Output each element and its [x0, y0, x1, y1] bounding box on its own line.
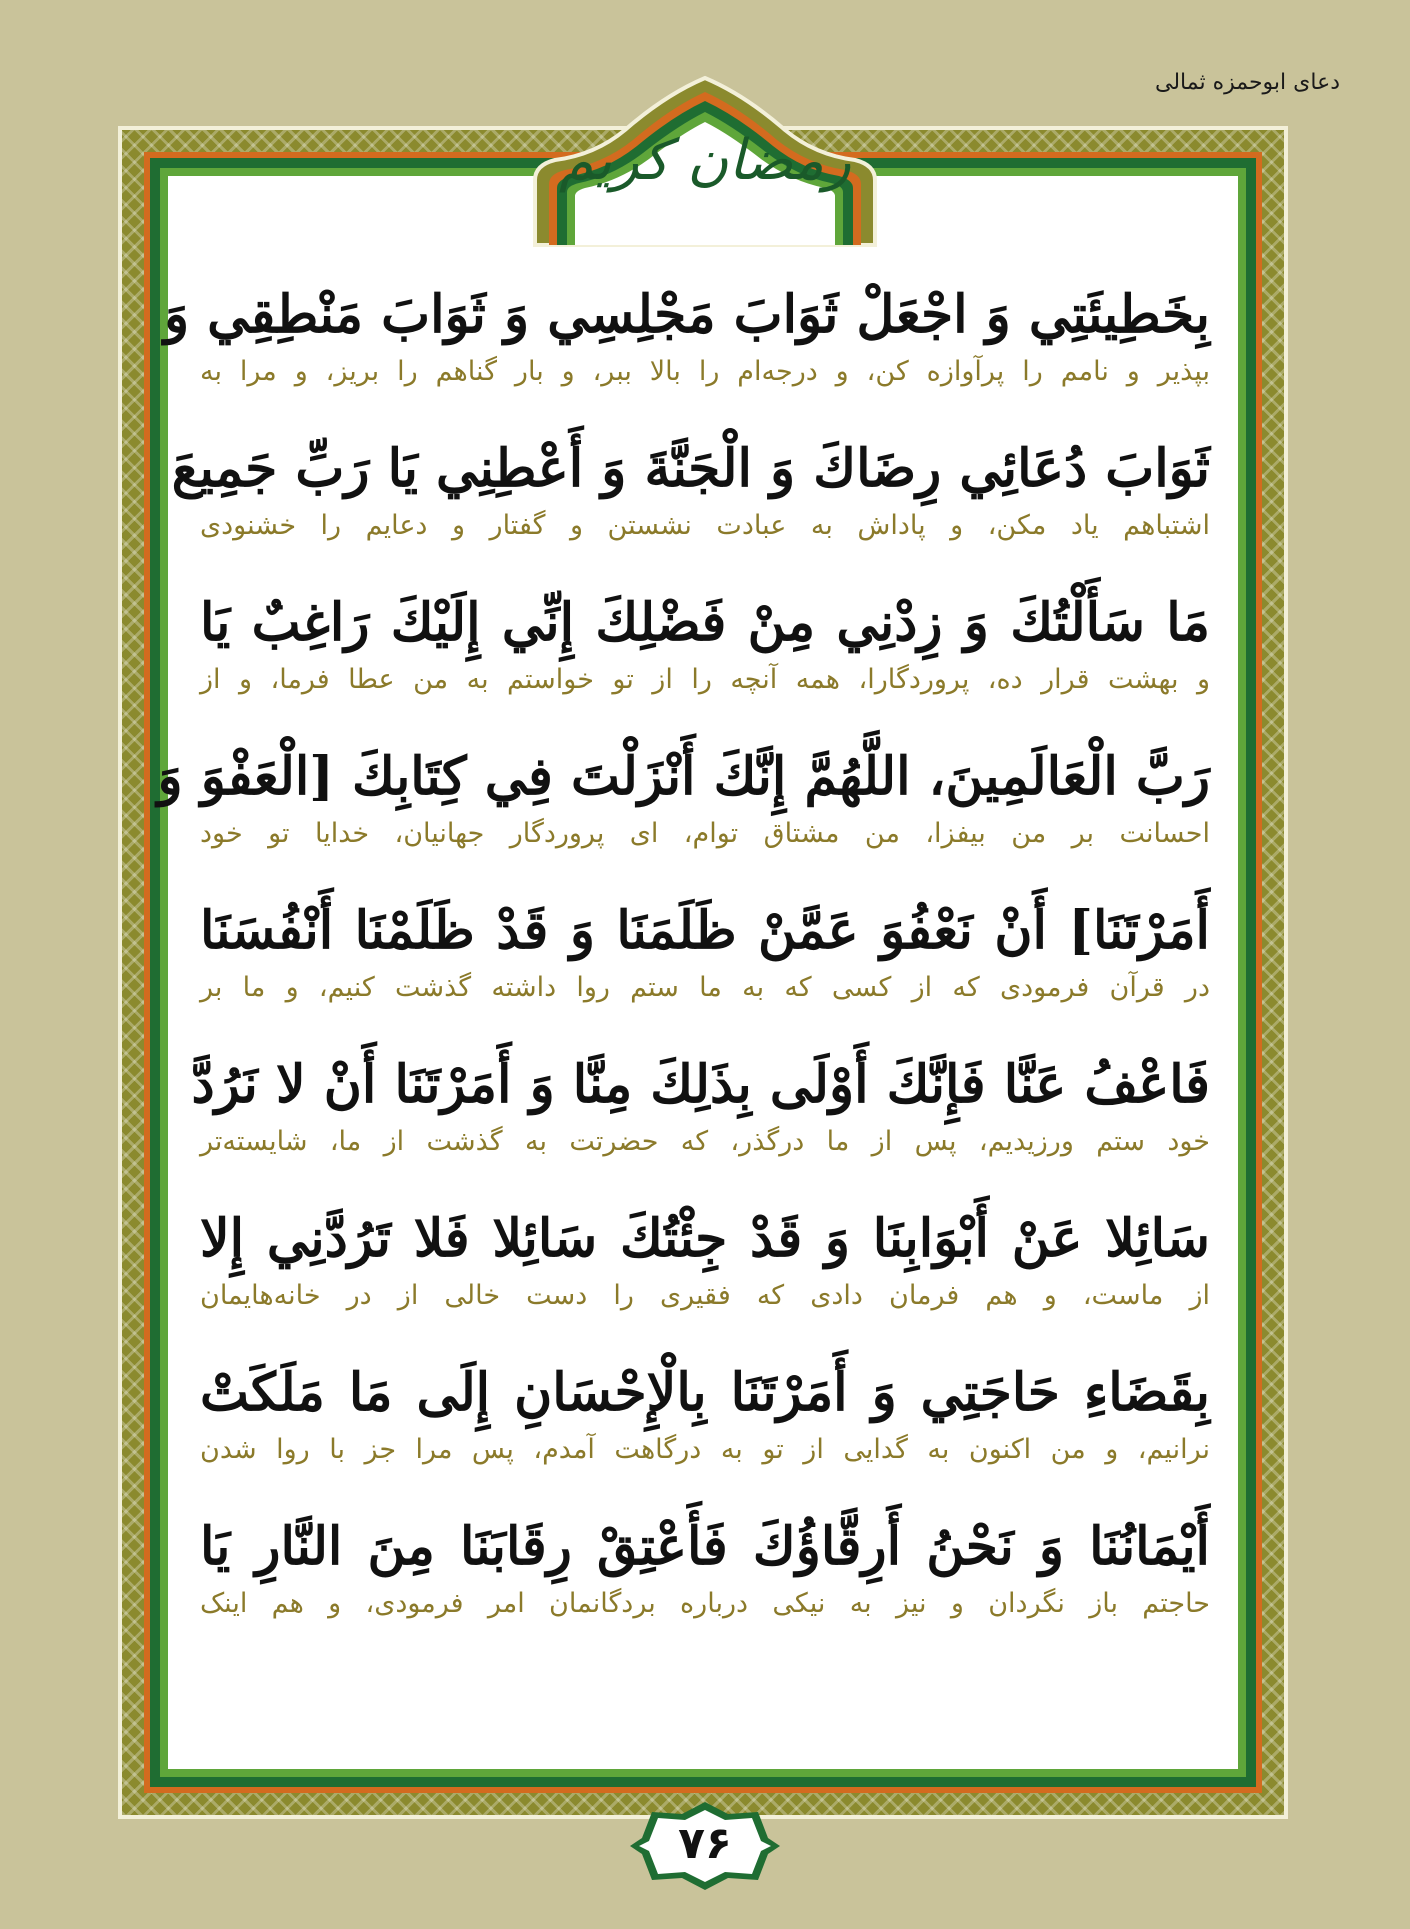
arabic-text: ثَوَابَ دُعَائِي رِضَاكَ وَ الْجَنَّةَ وَ أَعْطِنِي يَا رَبِّ جَمِيعَ [171, 438, 1210, 499]
verse-line-8 [200, 1358, 1210, 1470]
persian-translation: در قرآن فرمودی که از کسی که به ما ستم روا داشته گذشت کنیم، و ما بر [200, 972, 1210, 1003]
verse-line-3 [200, 588, 1210, 700]
persian-translation: حاجتم باز نگردان و نیز به نیکی درباره بردگانمان امر فرمودی، و هم اینک [200, 1588, 1210, 1619]
arabic-text: بِقَضَاءِ حَاجَتِي وَ أَمَرْتَنَا بِالْإِحْسَانِ إِلَى مَا مَلَكَتْ [200, 1362, 1210, 1423]
title-calligraphy: رمضان کریم [558, 128, 851, 193]
arabic-text: أَمَرْتَنَا] أَنْ نَعْفُوَ عَمَّنْ ظَلَمَنَا وَ قَدْ ظَلَمْنَا أَنْفُسَنَا [200, 900, 1210, 961]
page-number: ۷۶ [678, 1818, 732, 1869]
persian-translation: و بهشت قرار ده، پروردگارا، همه آنچه را از تو خواستم به من عطا فرما، و از [200, 664, 1210, 695]
arabic-text: رَبَّ الْعَالَمِينَ، اللَّهُمَّ إِنَّكَ أَنْزَلْتَ فِي كِتَابِكَ [الْعَفْوَ وَ [157, 746, 1210, 807]
title-badge [515, 70, 895, 250]
verse-line-6 [191, 1050, 1210, 1162]
persian-translation: بپذیر و نامم را پرآوازه کن، و درجه‌ام را بالا ببر، و بار گناهم را بریز، و مرا به [200, 356, 1210, 387]
arabic-text: أَيْمَانُنَا وَ نَحْنُ أَرِقَّاؤُكَ فَأَعْتِقْ رِقَابَنَا مِنَ النَّارِ يَا [200, 1516, 1210, 1577]
arabic-text: بِخَطِيئَتِي وَ اجْعَلْ ثَوَابَ مَجْلِسِي وَ ثَوَابَ مَنْطِقِي وَ [163, 284, 1210, 345]
persian-translation: احسانت بر من بیفزا، من مشتاق توام، ای پروردگار جهانیان، خدایا تو خود [200, 818, 1210, 849]
verse-line-9 [200, 1512, 1210, 1624]
header-title: دعای ابوحمزه ثمالی [1154, 70, 1340, 95]
persian-translation: از ماست، و هم فرمان دادی که فقیری را دست خالی از در خانه‌هایمان [200, 1280, 1210, 1311]
verse-line-7 [200, 1204, 1210, 1316]
page-number-badge [628, 1800, 782, 1892]
arabic-text: فَاعْفُ عَنَّا فَإِنَّكَ أَوْلَى بِذَلِكَ مِنَّا وَ أَمَرْتَنَا أَنْ لا نَرُدَّ [191, 1054, 1210, 1115]
persian-translation: اشتباهم یاد مکن، و پاداش به عبادت نشستن و گفتار و دعایم را خشنودی [200, 510, 1210, 541]
verse-line-1 [163, 280, 1210, 392]
persian-translation: نرانیم، و من اکنون به گدایی از تو به درگاهت آمدم، پس مرا جز با روا شدن [200, 1434, 1210, 1465]
arabic-text: مَا سَأَلْتُكَ وَ زِدْنِي مِنْ فَضْلِكَ إِنِّي إِلَيْكَ رَاغِبٌ يَا [200, 592, 1210, 653]
arabic-text: سَائِلا عَنْ أَبْوَابِنَا وَ قَدْ جِئْتُكَ سَائِلا فَلا تَرُدَّنِي إِلا [200, 1208, 1210, 1269]
persian-translation: خود ستم ورزیدیم، پس از ما درگذر، که حضرتت به گذشت از ما، شایسته‌تر [200, 1126, 1210, 1157]
verse-line-5 [200, 896, 1210, 1008]
verse-line-4 [157, 742, 1210, 854]
verse-line-2 [171, 434, 1210, 546]
